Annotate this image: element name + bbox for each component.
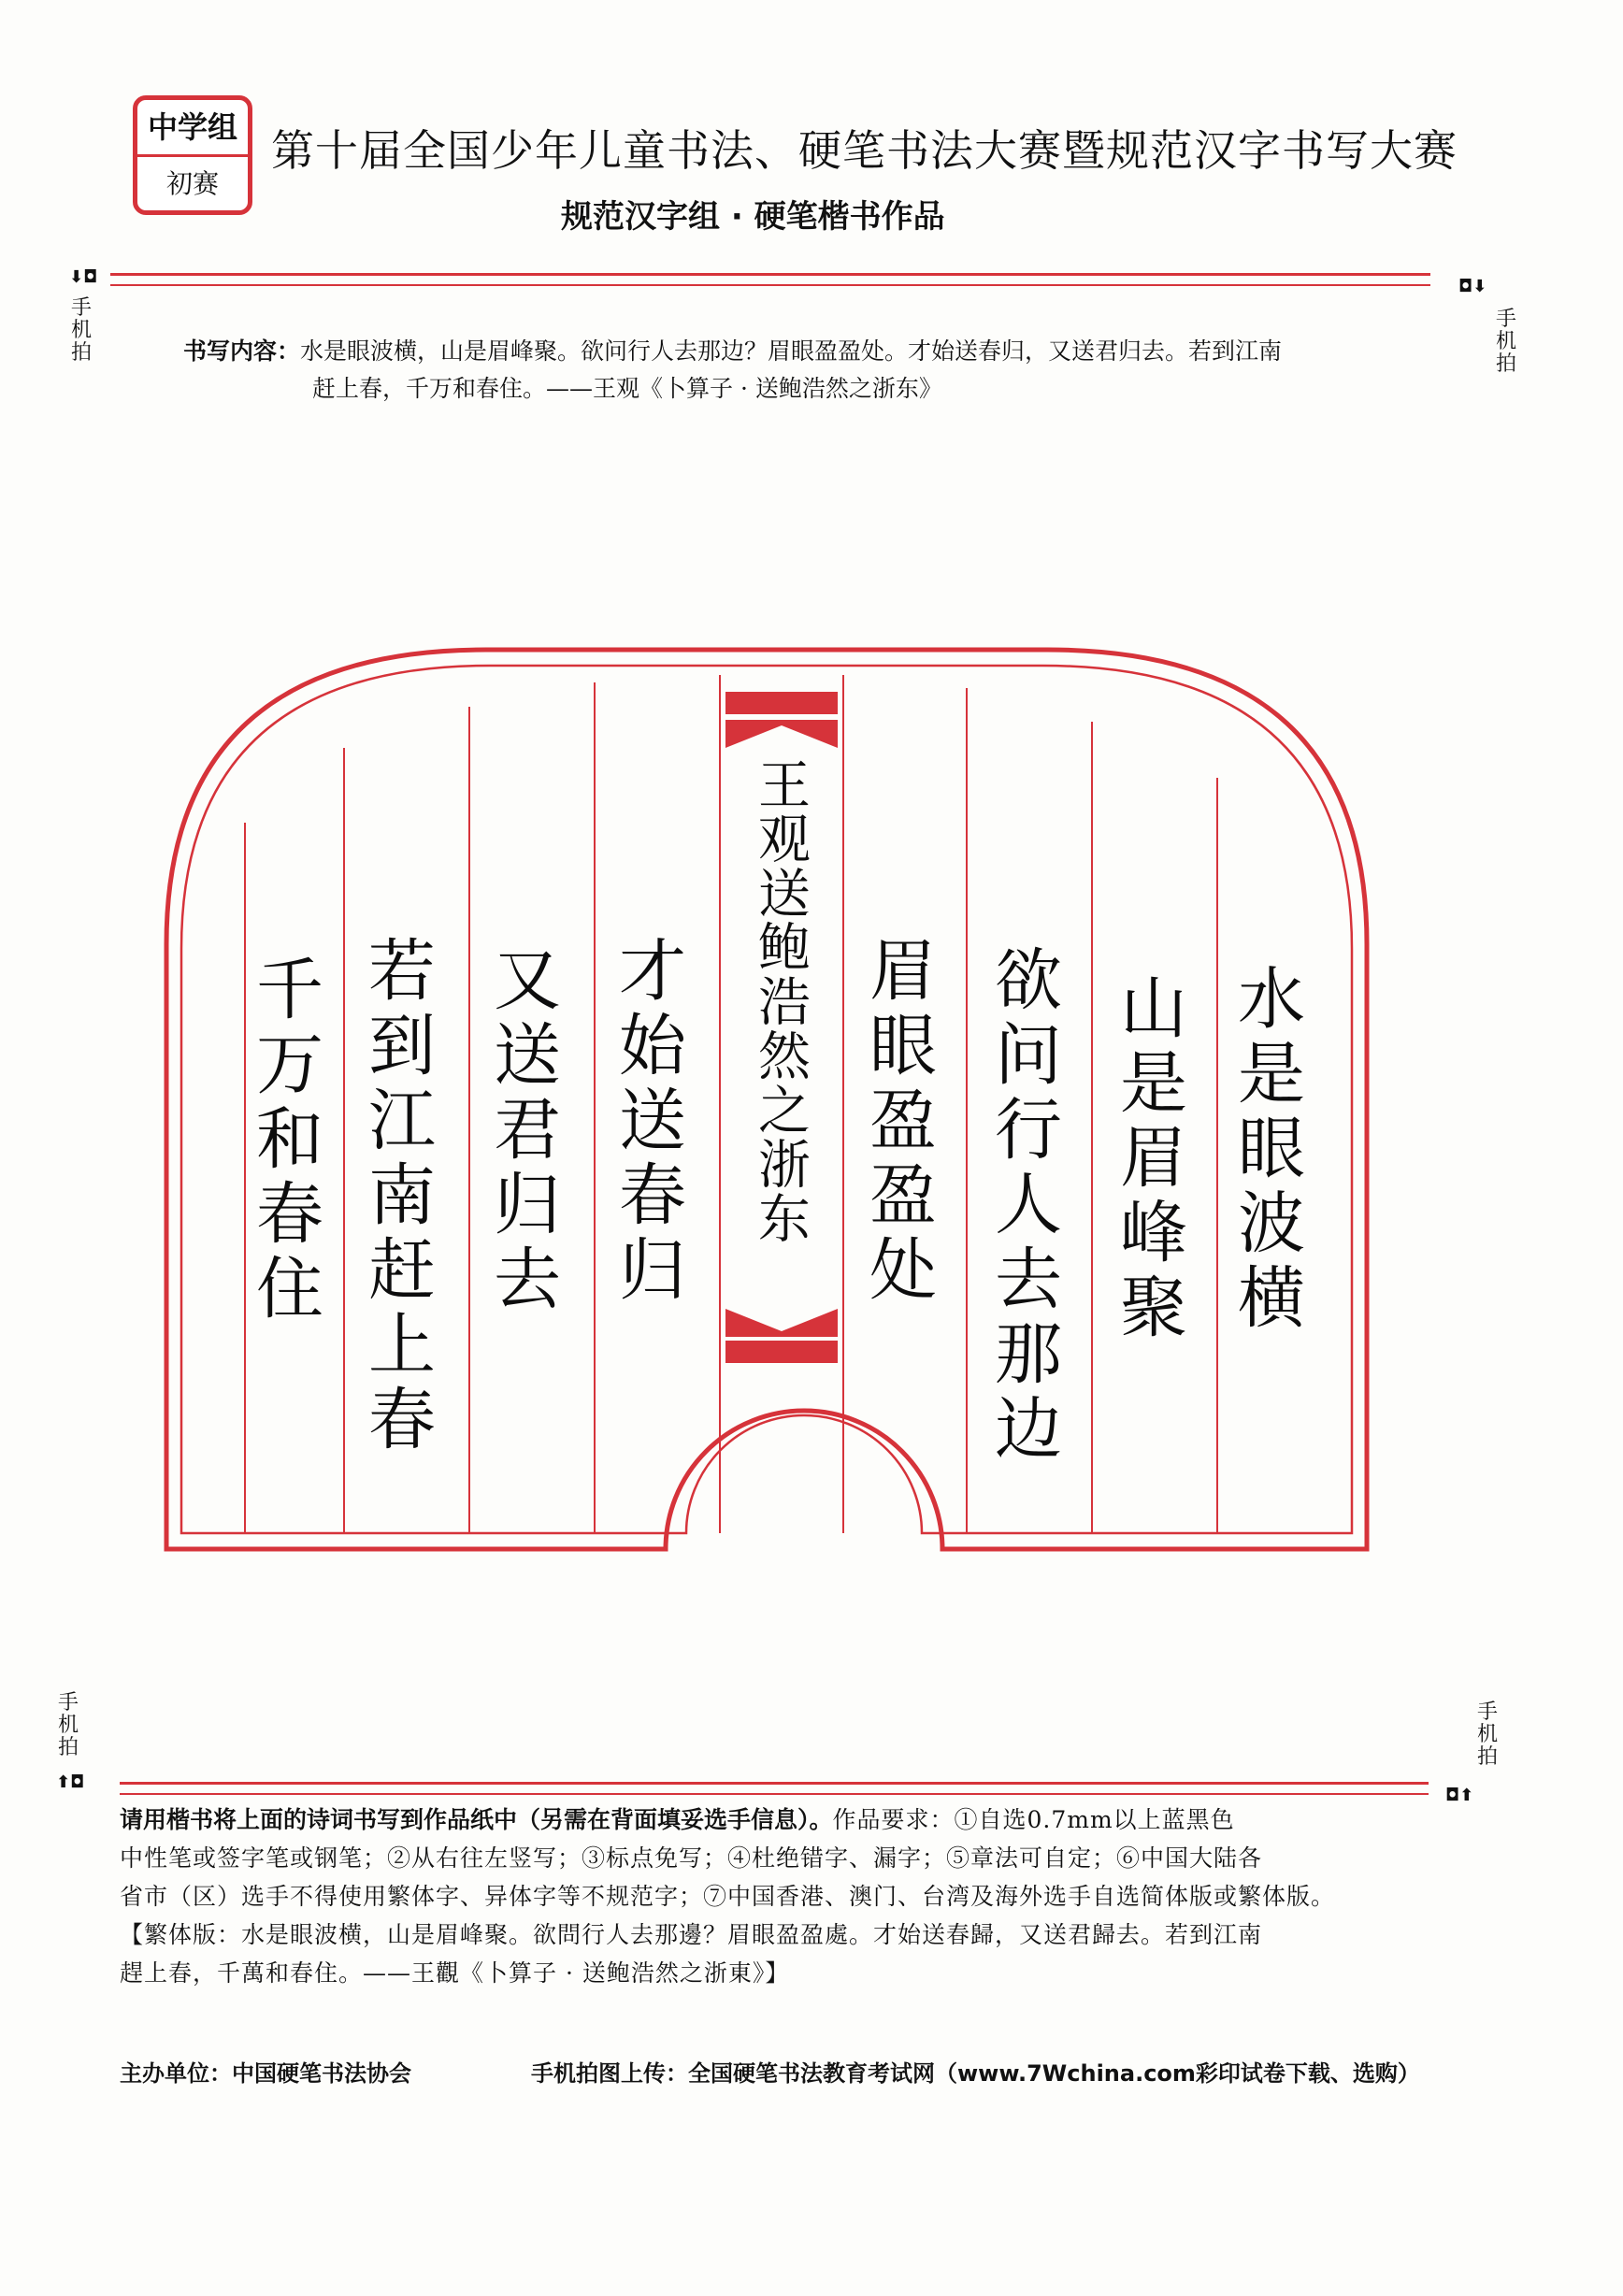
upload-info: 手机拍图上传：全国硬笔书法教育考试网（www.7Wchina.com彩印试卷下载、选购） — [531, 2060, 1420, 2087]
organizer: 主办单位：中国硬笔书法协会 — [120, 2060, 411, 2087]
writing-content-label: 书写内容： — [183, 337, 301, 365]
instructions-line2: 中性笔或签字笔或钢笔；②从右往左竖写；③标点免写；④杜绝错字、漏字；⑤章法可自定；⑥中国大陆各 — [120, 1844, 1263, 1872]
column-3: 欲问行人去那边 — [984, 944, 1062, 1468]
column-4: 眉眼盈盈处 — [858, 935, 937, 1309]
badge-stage: 初赛 — [165, 168, 219, 199]
camera-mark-top-right: ◘⬇ — [1458, 277, 1487, 296]
instructions-lead: 请用楷书将上面的诗词书写到作品纸中（另需在背面填妥选手信息）。 — [120, 1806, 833, 1833]
phone-label-bottom-right: 手机拍 — [1476, 1700, 1498, 1769]
bottom-rule-2 — [120, 1793, 1429, 1795]
instructions-line5: 趕上春，千萬和春住。——王觀《卜算子 · 送鲍浩然之浙東》】 — [120, 1959, 790, 1987]
column-8: 千万和春住 — [245, 954, 323, 1327]
column-5: 才始送春归 — [608, 935, 686, 1309]
page-subtitle: 规范汉字组 · 硬笔楷书作品 — [561, 198, 945, 236]
title-column: 王观送鲍浩然之浙东 — [750, 757, 811, 1245]
page-title: 第十届全国少年儿童书法、硬笔书法大赛暨规范汉字书写大赛 — [271, 125, 1458, 176]
bottom-rule — [120, 1782, 1429, 1785]
phone-label-top-left: 手机拍 — [70, 296, 92, 365]
phone-label-top-right: 手机拍 — [1495, 308, 1516, 376]
column-1: 水是眼波横 — [1227, 963, 1305, 1337]
column-2: 山是眉峰聚 — [1109, 972, 1187, 1346]
instructions-line4: 【繁体版：水是眼波横，山是眉峰聚。欲問行人去那邊？眉眼盈盈處。才始送春歸，又送君歸去。若到江南 — [120, 1921, 1263, 1948]
column-6: 又送君归去 — [482, 944, 561, 1318]
camera-mark-top-left: ⬇◘ — [69, 267, 98, 287]
writing-content-line2: 赶上春，千万和春住。——王观《卜算子 · 送鲍浩然之浙东》 — [312, 375, 942, 402]
writing-content-line1: 水是眼波横，山是眉峰聚。欲问行人去那边？眉眼盈盈处。才始送春归，又送君归去。若到江南 — [300, 337, 1283, 365]
camera-mark-bottom-left: ⬆◘ — [56, 1772, 85, 1792]
instructions-line1: 作品要求：①自选0.7mm以上蓝黑色 — [832, 1806, 1235, 1833]
phone-label-bottom-left: 手机拍 — [57, 1691, 79, 1759]
instructions-line3: 省市（区）选手不得使用繁体字、异体字等不规范字；⑦中国香港、澳门、台湾及海外选手自选简体版或繁体版。 — [120, 1883, 1336, 1910]
column-7: 若到江南赶上春 — [357, 935, 436, 1458]
badge-group: 中学组 — [137, 100, 248, 157]
instructions — [120, 1801, 1531, 1992]
camera-mark-bottom-right: ◘⬆ — [1445, 1786, 1474, 1805]
